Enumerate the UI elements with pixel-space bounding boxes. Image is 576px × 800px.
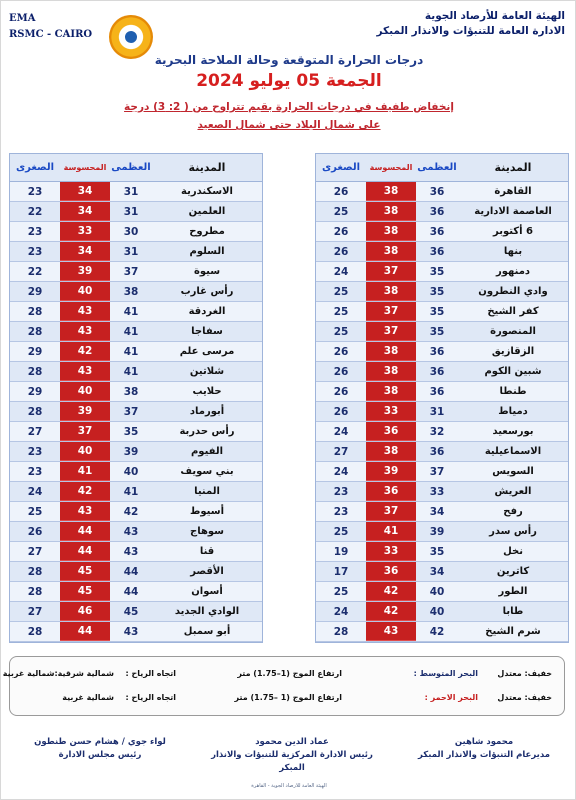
min-temp-cell: 29 bbox=[27, 385, 43, 398]
city-name-cell: الفيوم bbox=[190, 446, 224, 457]
header-min: الصغرى bbox=[321, 162, 361, 173]
feels-like-cell: 38 bbox=[366, 222, 416, 241]
max-temp-cell: 36 bbox=[429, 445, 445, 458]
header-feel: المحسوسة bbox=[369, 163, 413, 172]
signer-name: لواء جوي / هشام حسن طنطون bbox=[34, 737, 166, 747]
signature-central-director bbox=[207, 736, 377, 775]
max-temp-cell: 33 bbox=[429, 485, 445, 498]
min-temp-cell: 26 bbox=[333, 225, 349, 238]
feels-like-cell: 34 bbox=[60, 182, 110, 201]
city-name-cell: سوهاج bbox=[190, 526, 224, 537]
feels-like-cell: 42 bbox=[60, 342, 110, 361]
min-temp-cell: 26 bbox=[333, 385, 349, 398]
max-temp-cell: 45 bbox=[123, 605, 139, 618]
max-temp-cell: 41 bbox=[123, 325, 139, 338]
min-temp-cell: 23 bbox=[27, 465, 43, 478]
table-row bbox=[10, 262, 262, 282]
table-row bbox=[316, 562, 568, 582]
table-header bbox=[10, 154, 262, 182]
city-name-cell: الزقازيق bbox=[491, 346, 535, 357]
min-temp-cell: 25 bbox=[333, 525, 349, 538]
city-name-cell: السلوم bbox=[189, 246, 225, 257]
wave-height: ارتفاع الموج (1–1.75) متر bbox=[237, 669, 342, 678]
table-row bbox=[10, 182, 262, 202]
min-temp-cell: 27 bbox=[27, 545, 43, 558]
min-temp-cell: 25 bbox=[333, 285, 349, 298]
city-name-cell: شبين الكوم bbox=[484, 366, 542, 377]
table-row bbox=[10, 282, 262, 302]
table-body bbox=[316, 182, 568, 642]
feels-like-cell: 38 bbox=[366, 342, 416, 361]
table-row bbox=[10, 582, 262, 602]
feels-like-cell: 42 bbox=[366, 602, 416, 621]
city-name-cell: دمياط bbox=[498, 406, 528, 417]
table-row bbox=[10, 222, 262, 242]
city-name-cell: رأس سدر bbox=[489, 526, 537, 537]
ema-label: EMA bbox=[9, 13, 36, 24]
max-temp-cell: 36 bbox=[429, 205, 445, 218]
table-row bbox=[10, 482, 262, 502]
max-temp-cell: 31 bbox=[123, 185, 139, 198]
feels-like-cell: 33 bbox=[366, 542, 416, 561]
min-temp-cell: 29 bbox=[27, 285, 43, 298]
authority-name: الهيئة العامة للأرصاد الجوية bbox=[424, 10, 565, 22]
max-temp-cell: 41 bbox=[123, 365, 139, 378]
max-temp-cell: 36 bbox=[429, 245, 445, 258]
city-name-cell: الاسكندرية bbox=[181, 186, 233, 197]
feels-like-cell: 40 bbox=[60, 442, 110, 461]
table-row bbox=[316, 182, 568, 202]
city-name-cell: العريش bbox=[494, 486, 532, 497]
signature-chairman bbox=[15, 736, 185, 762]
table-row bbox=[316, 202, 568, 222]
min-temp-cell: 25 bbox=[333, 325, 349, 338]
feels-like-cell: 43 bbox=[60, 362, 110, 381]
city-name-cell: وادي النطرون bbox=[478, 286, 548, 297]
table-row bbox=[316, 382, 568, 402]
max-temp-cell: 43 bbox=[123, 525, 139, 538]
table-row bbox=[10, 362, 262, 382]
min-temp-cell: 27 bbox=[27, 605, 43, 618]
max-temp-cell: 36 bbox=[429, 385, 445, 398]
min-temp-cell: 25 bbox=[333, 585, 349, 598]
city-name-cell: الأقصر bbox=[190, 566, 224, 577]
max-temp-cell: 35 bbox=[429, 285, 445, 298]
min-temp-cell: 25 bbox=[333, 205, 349, 218]
feels-like-cell: 36 bbox=[366, 482, 416, 501]
feels-like-cell: 37 bbox=[366, 322, 416, 341]
feels-like-cell: 44 bbox=[60, 522, 110, 541]
feels-like-cell: 43 bbox=[60, 302, 110, 321]
min-temp-cell: 24 bbox=[333, 425, 349, 438]
summary-line-1: إنخفاض طفيف في درجات الحرارة بقيم تتراوح من ( 2: 3) درجة bbox=[124, 101, 454, 113]
feels-like-cell: 42 bbox=[60, 482, 110, 501]
feels-like-cell: 40 bbox=[60, 282, 110, 301]
city-name-cell: كاترين bbox=[496, 566, 530, 577]
max-temp-cell: 35 bbox=[429, 325, 445, 338]
max-temp-cell: 32 bbox=[429, 425, 445, 438]
feels-like-cell: 38 bbox=[366, 202, 416, 221]
max-temp-cell: 35 bbox=[429, 265, 445, 278]
city-name-cell: 6 أكتوبر bbox=[492, 226, 534, 237]
min-temp-cell: 27 bbox=[333, 445, 349, 458]
header-max: العظمى bbox=[111, 162, 151, 173]
min-temp-cell: 27 bbox=[27, 425, 43, 438]
feels-like-cell: 41 bbox=[366, 522, 416, 541]
city-name-cell: طنطا bbox=[499, 386, 527, 397]
min-temp-cell: 23 bbox=[333, 485, 349, 498]
right-city-table bbox=[315, 153, 569, 643]
table-row bbox=[10, 202, 262, 222]
min-temp-cell: 24 bbox=[333, 465, 349, 478]
city-name-cell: شرم الشيخ bbox=[485, 626, 541, 637]
min-temp-cell: 28 bbox=[333, 625, 349, 638]
city-name-cell: رأس غارب bbox=[180, 286, 234, 297]
min-temp-cell: 28 bbox=[27, 325, 43, 338]
feels-like-cell: 43 bbox=[60, 502, 110, 521]
table-row bbox=[10, 562, 262, 582]
max-temp-cell: 41 bbox=[123, 345, 139, 358]
max-temp-cell: 44 bbox=[123, 585, 139, 598]
min-temp-cell: 23 bbox=[27, 445, 43, 458]
feels-like-cell: 36 bbox=[366, 422, 416, 441]
header-city: المدينة bbox=[188, 161, 226, 174]
city-name-cell: الغردقة bbox=[188, 306, 226, 317]
table-row bbox=[316, 542, 568, 562]
min-temp-cell: 26 bbox=[27, 525, 43, 538]
feels-like-cell: 37 bbox=[366, 502, 416, 521]
department-name: الادارة العامة للتنبؤات والانذار المبكر bbox=[376, 25, 565, 37]
city-name-cell: مرسى علم bbox=[179, 346, 235, 357]
city-name-cell: طابا bbox=[502, 606, 524, 617]
feels-like-cell: 43 bbox=[60, 322, 110, 341]
feels-like-cell: 36 bbox=[366, 562, 416, 581]
max-temp-cell: 38 bbox=[123, 385, 139, 398]
city-name-cell: شلاتين bbox=[189, 366, 225, 377]
feels-like-cell: 37 bbox=[366, 302, 416, 321]
city-name-cell: العلمين bbox=[188, 206, 226, 217]
min-temp-cell: 23 bbox=[27, 225, 43, 238]
signatures bbox=[1, 736, 576, 776]
max-temp-cell: 37 bbox=[123, 405, 139, 418]
min-temp-cell: 23 bbox=[27, 185, 43, 198]
feels-like-cell: 38 bbox=[366, 182, 416, 201]
max-temp-cell: 34 bbox=[429, 505, 445, 518]
table-row bbox=[316, 222, 568, 242]
signature-forecast-director bbox=[399, 736, 569, 762]
max-temp-cell: 31 bbox=[429, 405, 445, 418]
max-temp-cell: 40 bbox=[123, 465, 139, 478]
city-name-cell: الطور bbox=[498, 586, 528, 597]
feels-like-cell: 39 bbox=[60, 262, 110, 281]
wind-value: شمالية شرقية:شمالية غربية bbox=[2, 669, 114, 678]
min-temp-cell: 17 bbox=[333, 565, 349, 578]
table-row bbox=[316, 422, 568, 442]
city-name-cell: السويس bbox=[492, 466, 534, 477]
header-feel: المحسوسة bbox=[63, 163, 107, 172]
min-temp-cell: 23 bbox=[27, 245, 43, 258]
min-temp-cell: 19 bbox=[333, 545, 349, 558]
min-temp-cell: 26 bbox=[333, 345, 349, 358]
signer-name: عماد الدين محمود bbox=[255, 737, 329, 747]
feels-like-cell: 37 bbox=[366, 262, 416, 281]
max-temp-cell: 41 bbox=[123, 485, 139, 498]
signer-name: محمود شاهين bbox=[454, 737, 514, 747]
max-temp-cell: 31 bbox=[123, 245, 139, 258]
table-row bbox=[316, 602, 568, 622]
min-temp-cell: 22 bbox=[27, 205, 43, 218]
city-name-cell: المنيا bbox=[194, 486, 220, 497]
min-temp-cell: 22 bbox=[27, 265, 43, 278]
table-body bbox=[10, 182, 262, 642]
table-row bbox=[10, 442, 262, 462]
feels-like-cell: 45 bbox=[60, 582, 110, 601]
max-temp-cell: 36 bbox=[429, 365, 445, 378]
feels-like-cell: 44 bbox=[60, 622, 110, 641]
table-row bbox=[10, 242, 262, 262]
min-temp-cell: 28 bbox=[27, 365, 43, 378]
city-name-cell: دمنهور bbox=[495, 266, 531, 277]
feels-like-cell: 40 bbox=[60, 382, 110, 401]
max-temp-cell: 37 bbox=[429, 465, 445, 478]
max-temp-cell: 43 bbox=[123, 545, 139, 558]
city-name-cell: العاصمة الادارية bbox=[474, 206, 552, 217]
feels-like-cell: 38 bbox=[366, 282, 416, 301]
feels-like-cell: 43 bbox=[366, 622, 416, 641]
feels-like-cell: 45 bbox=[60, 562, 110, 581]
min-temp-cell: 25 bbox=[333, 305, 349, 318]
city-name-cell: أسوان bbox=[191, 586, 223, 597]
table-row bbox=[316, 282, 568, 302]
table-row bbox=[316, 482, 568, 502]
feels-like-cell: 38 bbox=[366, 382, 416, 401]
header-min: الصغرى bbox=[15, 162, 55, 173]
city-name-cell: الوادي الجديد bbox=[174, 606, 240, 617]
feels-like-cell: 33 bbox=[60, 222, 110, 241]
city-name-cell: سفاجا bbox=[191, 326, 223, 337]
feels-like-cell: 34 bbox=[60, 202, 110, 221]
feels-like-cell: 38 bbox=[366, 442, 416, 461]
min-temp-cell: 26 bbox=[333, 245, 349, 258]
feels-like-cell: 42 bbox=[366, 582, 416, 601]
table-row bbox=[10, 462, 262, 482]
min-temp-cell: 29 bbox=[27, 345, 43, 358]
table-row bbox=[10, 502, 262, 522]
city-name-cell: سيوة bbox=[193, 266, 221, 277]
authority-header bbox=[365, 9, 565, 39]
red-sea-row bbox=[10, 693, 564, 713]
city-name-cell: نخل bbox=[503, 546, 523, 557]
min-temp-cell: 28 bbox=[27, 305, 43, 318]
table-row bbox=[10, 302, 262, 322]
sea-conditions-box bbox=[2, 656, 565, 716]
table-row bbox=[316, 462, 568, 482]
wave-height: ارتفاع الموج (1 –1.75) متر bbox=[234, 693, 342, 702]
table-row bbox=[316, 342, 568, 362]
min-temp-cell: 28 bbox=[27, 565, 43, 578]
table-row bbox=[10, 422, 262, 442]
max-temp-cell: 35 bbox=[123, 425, 139, 438]
max-temp-cell: 36 bbox=[429, 225, 445, 238]
min-temp-cell: 24 bbox=[27, 485, 43, 498]
signer-title: رئيس مجلس الادارة bbox=[58, 750, 142, 760]
feels-like-cell: 39 bbox=[366, 462, 416, 481]
table-row bbox=[316, 242, 568, 262]
city-name-cell: بني سويف bbox=[180, 466, 234, 477]
table-row bbox=[316, 622, 568, 642]
max-temp-cell: 43 bbox=[123, 625, 139, 638]
signer-title: رئيس الادارة المركزية للتنبؤات والانذار المبكر bbox=[211, 750, 373, 773]
min-temp-cell: 24 bbox=[333, 265, 349, 278]
table-row bbox=[10, 382, 262, 402]
table-row bbox=[316, 502, 568, 522]
max-temp-cell: 34 bbox=[429, 565, 445, 578]
table-row bbox=[316, 302, 568, 322]
max-temp-cell: 30 bbox=[123, 225, 139, 238]
city-name-cell: كفر الشيخ bbox=[487, 306, 539, 317]
sea-label: البحر المتوسط : bbox=[413, 669, 478, 678]
feels-like-cell: 38 bbox=[366, 242, 416, 261]
city-name-cell: رأس حدربة bbox=[179, 426, 235, 437]
max-temp-cell: 36 bbox=[429, 185, 445, 198]
max-temp-cell: 38 bbox=[123, 285, 139, 298]
sea-state: خفيف: معتدل bbox=[497, 693, 552, 702]
bulletin-date: الجمعة 05 يوليو 2024 bbox=[196, 71, 382, 91]
max-temp-cell: 40 bbox=[429, 605, 445, 618]
max-temp-cell: 39 bbox=[123, 445, 139, 458]
min-temp-cell: 28 bbox=[27, 405, 43, 418]
min-temp-cell: 26 bbox=[333, 405, 349, 418]
min-temp-cell: 26 bbox=[333, 185, 349, 198]
min-temp-cell: 28 bbox=[27, 585, 43, 598]
ema-header bbox=[9, 11, 109, 43]
table-row bbox=[10, 322, 262, 342]
wind-value: شمالية غربية bbox=[62, 693, 114, 702]
header-city: المدينة bbox=[494, 161, 532, 174]
table-row bbox=[316, 582, 568, 602]
table-row bbox=[316, 442, 568, 462]
mediterranean-row bbox=[2, 669, 564, 689]
table-header bbox=[316, 154, 568, 182]
max-temp-cell: 31 bbox=[123, 205, 139, 218]
max-temp-cell: 37 bbox=[123, 265, 139, 278]
feels-like-cell: 38 bbox=[366, 362, 416, 381]
footer-contact: الهيئة العامة للأرصاد الجوية - القاهرة bbox=[251, 783, 327, 789]
max-temp-cell: 42 bbox=[429, 625, 445, 638]
sea-state: خفيف: معتدل bbox=[497, 669, 552, 678]
header-max: العظمى bbox=[417, 162, 457, 173]
max-temp-cell: 40 bbox=[429, 585, 445, 598]
feels-like-cell: 46 bbox=[60, 602, 110, 621]
city-name-cell: بورسعيد bbox=[492, 426, 534, 437]
rsmc-label: RSMC - CAIRO bbox=[9, 29, 93, 40]
table-row bbox=[10, 602, 262, 622]
left-city-table bbox=[9, 153, 263, 643]
table-row bbox=[10, 342, 262, 362]
city-name-cell: القاهرة bbox=[494, 186, 532, 197]
table-row bbox=[10, 542, 262, 562]
table-row bbox=[10, 622, 262, 642]
city-name-cell: مطروح bbox=[189, 226, 225, 237]
wind-label: اتجاه الرياح : bbox=[125, 693, 176, 702]
wind-label: اتجاه الرياح : bbox=[125, 669, 176, 678]
city-name-cell: بنها bbox=[503, 246, 523, 257]
feels-like-cell: 33 bbox=[366, 402, 416, 421]
max-temp-cell: 36 bbox=[429, 345, 445, 358]
table-row bbox=[316, 362, 568, 382]
table-row bbox=[316, 402, 568, 422]
city-name-cell: قنا bbox=[199, 546, 215, 557]
city-name-cell: أسيوط bbox=[190, 506, 224, 517]
max-temp-cell: 42 bbox=[123, 505, 139, 518]
table-row bbox=[10, 402, 262, 422]
sea-label: البحر الاحمر : bbox=[424, 693, 478, 702]
max-temp-cell: 44 bbox=[123, 565, 139, 578]
min-temp-cell: 24 bbox=[333, 605, 349, 618]
feels-like-cell: 39 bbox=[60, 402, 110, 421]
city-name-cell: أبو سمبل bbox=[183, 626, 231, 637]
city-name-cell: أبورماد bbox=[189, 406, 225, 417]
city-name-cell: حلايب bbox=[192, 386, 222, 397]
feels-like-cell: 44 bbox=[60, 542, 110, 561]
table-row bbox=[316, 262, 568, 282]
city-name-cell: المنصورة bbox=[490, 326, 536, 337]
summary-line-2: على شمال البلاد حتى شمال الصعيد bbox=[197, 119, 381, 131]
min-temp-cell: 28 bbox=[27, 625, 43, 638]
signer-title: مديرعام التنبؤات والانذار المبكر bbox=[418, 750, 550, 760]
min-temp-cell: 25 bbox=[27, 505, 43, 518]
feels-like-cell: 34 bbox=[60, 242, 110, 261]
table-row bbox=[316, 522, 568, 542]
city-name-cell: الاسماعيلية bbox=[484, 446, 542, 457]
city-name-cell: رفح bbox=[503, 506, 523, 517]
feels-like-cell: 37 bbox=[60, 422, 110, 441]
feels-like-cell: 41 bbox=[60, 462, 110, 481]
min-temp-cell: 23 bbox=[333, 505, 349, 518]
max-temp-cell: 39 bbox=[429, 525, 445, 538]
max-temp-cell: 35 bbox=[429, 305, 445, 318]
min-temp-cell: 26 bbox=[333, 365, 349, 378]
table-row bbox=[10, 522, 262, 542]
table-row bbox=[316, 322, 568, 342]
max-temp-cell: 41 bbox=[123, 305, 139, 318]
max-temp-cell: 35 bbox=[429, 545, 445, 558]
bulletin-title: درجات الحرارة المتوقعة وحالة الملاحة البحرية bbox=[154, 53, 424, 67]
